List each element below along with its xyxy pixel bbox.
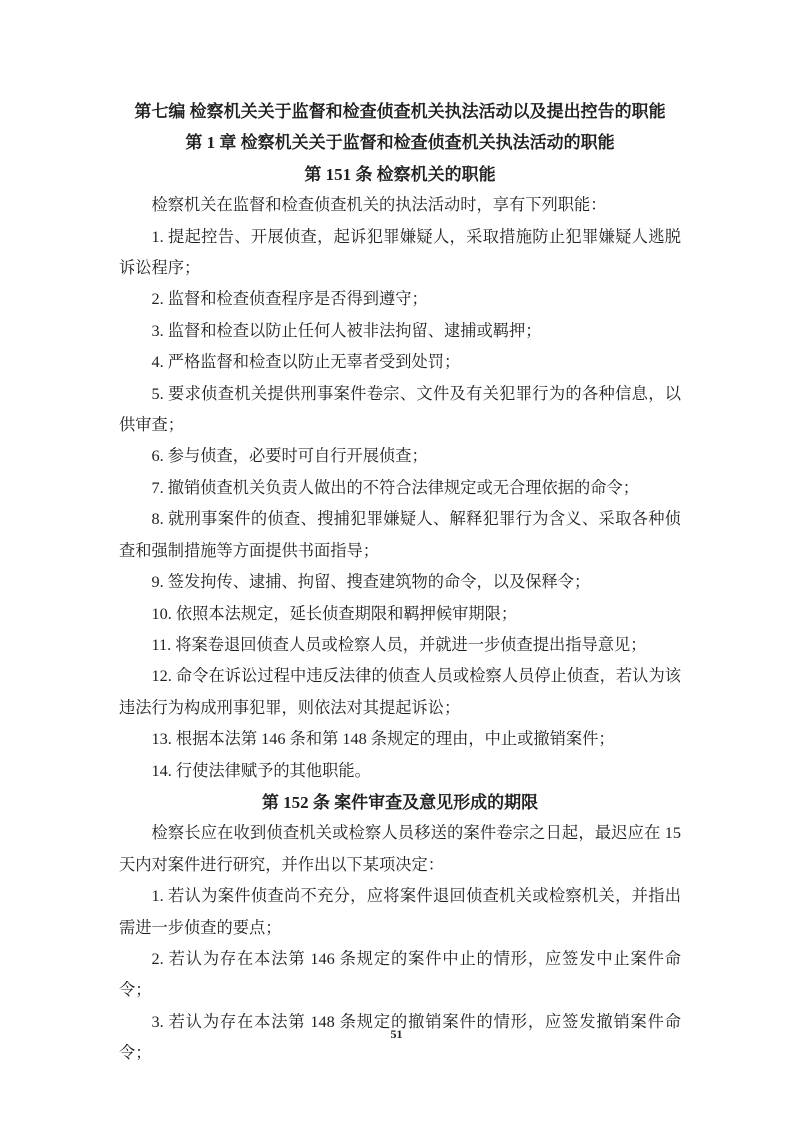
list-item-151-7: 7. 撤销侦查机关负责人做出的不符合法律规定或无合理依据的命令；	[151, 478, 639, 497]
list-item-151-11: 11. 将案卷退回侦查人员或检察人员，并就进一步侦查提出指导意见；	[151, 635, 647, 654]
list-item-151-2: 2. 监督和检查侦查程序是否得到遵守；	[151, 290, 428, 309]
list-item-151-6: 6. 参与侦查，必要时可自行开展侦查；	[151, 447, 428, 466]
list-item-151-3: 3. 监督和检查以防止任何人被非法拘留、逮捕或羁押；	[151, 321, 542, 340]
part-heading: 第七编 检察机关关于监督和检查侦查机关执法活动以及提出控告的职能	[134, 102, 666, 121]
list-item-151-14: 14. 行使法律赋予的其他职能。	[151, 761, 371, 780]
chapter-heading: 第 1 章 检察机关关于监督和检查侦查机关执法活动的职能	[185, 133, 615, 153]
list-item-151-9: 9. 签发拘传、逮捕、拘留、搜查建筑物的命令，以及保释令；	[151, 573, 591, 592]
page-number: 51	[390, 1027, 403, 1041]
list-item-151-12: 12. 命令在诉讼过程中违反法律的侦查人员或检察人员停止侦查，若认为该违法行为构成刑事犯罪，则依法对其提起诉讼；	[119, 667, 681, 717]
list-item-151-4: 4. 严格监督和检查以防止无辜者受到处罚；	[151, 353, 461, 372]
list-item-151-8: 8. 就刑事案件的侦查、搜捕犯罪嫌疑人、解释犯罪行为含义、采取各种侦查和强制措施等方面提供书面指导；	[119, 510, 681, 560]
list-item-151-13: 13. 根据本法第 146 条和第 148 条规定的理由，中止或撤销案件；	[151, 730, 615, 749]
article-heading-152: 第 152 条 案件审查及意见形成的期限	[261, 792, 539, 812]
list-item-151-5: 5. 要求侦查机关提供刑事案件卷宗、文件及有关犯罪行为的各种信息，以供审查；	[119, 384, 681, 435]
list-item-152-2: 2. 若认为存在本法第 146 条规定的案件中止的情形，应签发中止案件命令；	[119, 949, 681, 1000]
list-item-151-10: 10. 依照本法规定，延长侦查期限和羁押候审期限；	[151, 604, 518, 623]
list-item-151-1: 1. 提起控告、开展侦查，起诉犯罪嫌疑人，采取措施防止犯罪嫌疑人逃脱诉讼程序；	[119, 227, 681, 278]
intro-paragraph-152: 检察长应在收到侦查机关或检察人员移送的案件卷宗之日起，最迟应在 15 天内对案件进行研究，并作出以下某项决定：	[119, 824, 681, 874]
list-item-152-3: 3. 若认为存在本法第 148 条规定的撤销案件的情形，应签发撤销案件命令；	[119, 1012, 681, 1063]
intro-paragraph-151: 检察机关在监督和检查侦查机关的执法活动时，享有下列职能：	[151, 196, 607, 215]
document-content	[119, 96, 681, 1070]
list-item-152-1: 1. 若认为案件侦查尚不充分，应将案件退回侦查机关或检察机关，并指出需进一步侦查的要点；	[119, 887, 681, 937]
article-heading-151: 第 151 条 检察机关的职能	[304, 164, 496, 184]
